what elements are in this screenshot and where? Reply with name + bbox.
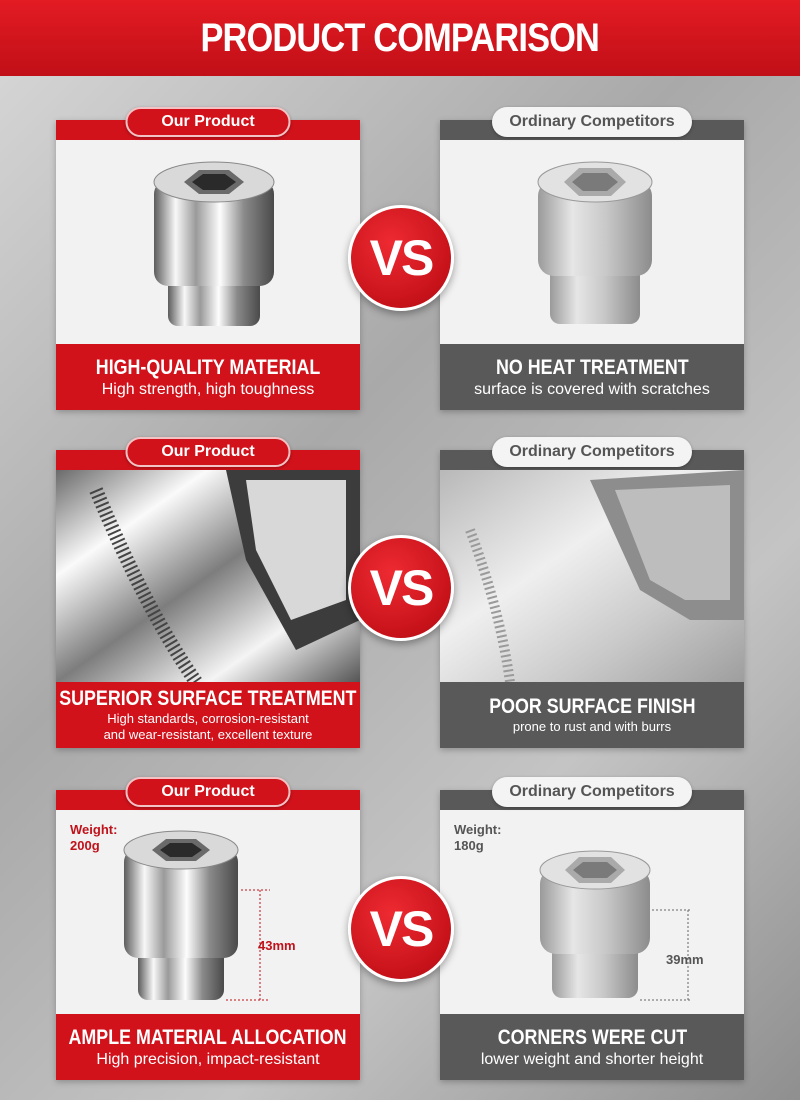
our-product-caption [56, 1014, 360, 1080]
our-product-caption [56, 344, 360, 410]
our-product-badge: Our Product [126, 437, 291, 467]
weight-value: 180g [454, 838, 484, 853]
competitor-caption [440, 344, 744, 410]
height-measurement: 39mm [666, 952, 704, 967]
our-product-badge: Our Product [126, 107, 291, 137]
feature-subtitle: prone to rust and with burrs [512, 719, 672, 734]
weight-label: Weight: 180g [454, 822, 502, 853]
our-product-panel-allocation [56, 783, 360, 1080]
feature-title: HIGH-QUALITY MATERIAL [95, 355, 321, 379]
competitor-badge: Ordinary Competitors [492, 107, 692, 137]
feature-title: NO HEAT TREATMENT [495, 355, 689, 379]
competitor-caption [440, 1014, 744, 1080]
our-product-caption [56, 682, 360, 748]
vs-badge: VS [348, 535, 454, 641]
feature-subtitle: lower weight and shorter height [480, 1050, 704, 1068]
feature-subtitle-line-1: High standards, corrosion-resistant [107, 711, 309, 726]
feature-title: SUPERIOR SURFACE TREATMENT [59, 687, 357, 710]
feature-title: POOR SURFACE FINISH [488, 695, 696, 718]
weight-label: Weight: 200g [70, 822, 118, 853]
height-measurement: 43mm [258, 938, 296, 953]
competitor-caption [440, 682, 744, 748]
socket-image-competitor [440, 140, 744, 344]
page-header [0, 0, 800, 76]
feature-subtitle: High strength, high toughness [101, 380, 315, 398]
competitor-panel-material [440, 113, 744, 410]
page-title: PRODUCT COMPARISON [200, 15, 600, 60]
competitor-badge: Ordinary Competitors [492, 777, 692, 807]
vs-badge: VS [348, 205, 454, 311]
competitor-badge: Ordinary Competitors [492, 437, 692, 467]
our-product-panel-material [56, 113, 360, 410]
feature-subtitle: surface is covered with scratches [474, 380, 710, 398]
vs-badge: VS [348, 876, 454, 982]
socket-image-ours [56, 140, 360, 344]
competitor-panel-surface [440, 443, 744, 748]
feature-title: CORNERS WERE CUT [497, 1025, 687, 1049]
our-product-badge: Our Product [126, 777, 291, 807]
feature-subtitle-line-2: and wear-resistant, excellent texture [103, 727, 313, 742]
socket-closeup-competitor [440, 470, 744, 682]
socket-closeup-ours [56, 470, 360, 682]
feature-subtitle: High precision, impact-resistant [96, 1050, 320, 1068]
our-product-panel-surface [56, 443, 360, 748]
feature-title: AMPLE MATERIAL ALLOCATION [69, 1025, 347, 1049]
socket-image-competitor [440, 810, 744, 1014]
competitor-panel-allocation [440, 783, 744, 1080]
socket-image-ours [56, 810, 360, 1014]
weight-value: 200g [70, 838, 100, 853]
